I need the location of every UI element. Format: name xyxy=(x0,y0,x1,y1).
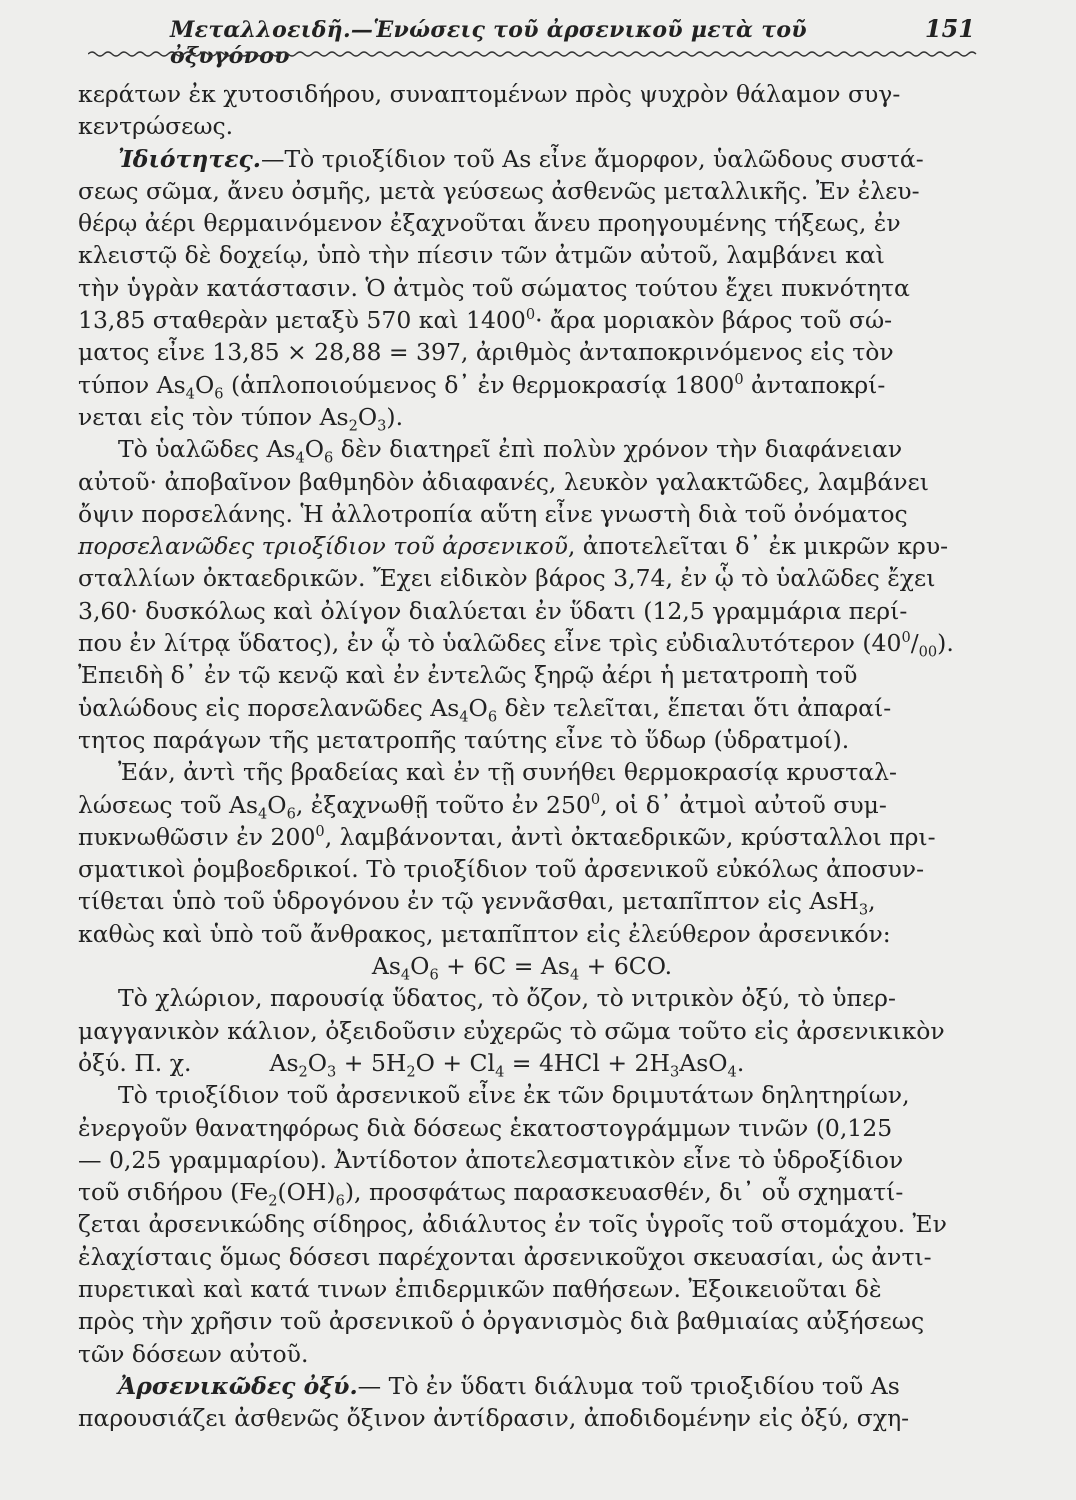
text-line: Τὸ ὑαλῶδες $As_4O_6$ δὲν διατηρεῖ ἐπὶ πολὺν χρόνον τὴν διαφάνειαν xyxy=(118,435,903,467)
page-number: 151 xyxy=(924,14,975,43)
text-line: θέρῳ ἀέρι θερμαινόμενον ἐξαχνοῦται ἄνευ προηγουμένης τήξεως, ἐν xyxy=(78,209,901,238)
text-line: αὐτοῦ· ἀποβαῖνον βαθμηδὸν ἀδιαφανές, λευκὸν γαλακτῶδες, λαμβάνει xyxy=(78,467,929,496)
text-line: τῶν δόσεων αὐτοῦ. xyxy=(78,1339,309,1368)
text-line: καθὼς καὶ ὑπὸ τοῦ ἄνθρακος, μεταπῖπτον εἰς ἐλεύθερον ἀρσενικόν: xyxy=(78,919,891,948)
text-line: πορσελανῶδες τριοξίδιον τοῦ ἀρσενικοῦ, ἀποτελεῖται δ᾽ ἐκ μικρῶν κρυ- xyxy=(78,532,949,561)
text-line: Ἐάν, ἀντὶ τῆς βραδείας καὶ ἐν τῇ συνήθει θερμοκρασίᾳ κρυσταλ- xyxy=(118,758,897,787)
text-line: 3,60· δυσκόλως καὶ ὀλίγον διαλύεται ἐν ὕδατι (12,5 γραμμάρια περί- xyxy=(78,596,908,625)
text-line: σεως σῶμα, ἄνευ ὀσμῆς, μετὰ γεύσεως ἀσθενῶς μεταλλικῆς. Ἐν ἐλευ- xyxy=(78,176,920,205)
text-line: κεντρώσεως. xyxy=(78,112,234,141)
text-line: τητος παράγων τῆς μετατροπῆς ταύτης εἶνε τὸ ὕδωρ (ὑδρατμοί). xyxy=(78,725,850,754)
text-line: Τὸ χλώριον, παρουσίᾳ ὕδατος, τὸ ὄζον, τὸ νιτρικὸν ὀξύ, τὸ ὑπερ- xyxy=(118,984,896,1013)
text-line: τοῦ σιδήρου $(Fe_2(OH)_6)$, προσφάτως παρασκευασθέν, δι᾽ οὗ σχηματί- xyxy=(78,1178,904,1210)
text-line: ἐνεργοῦν θανατηφόρως διὰ δόσεως ἑκατοστογράμμων τινῶν (0,125 xyxy=(78,1113,893,1142)
running-title: Μεταλλοειδῆ.—Ἑνώσεις τοῦ ἀρσενικοῦ μετὰ τοῦ ὀξυγόνου xyxy=(170,17,807,69)
equation-oxidation: ὀξύ. Π. χ. $As_2O_3 + 5H_2O + Cl_4 = 4HCl + 2H_3AsO_4$. xyxy=(78,1048,745,1081)
text-line: λώσεως τοῦ $As_4O_6$, ἐξαχνωθῇ τοῦτο ἐν $250^0$, οἱ δ᾽ ἀτμοὶ αὐτοῦ συμ- xyxy=(78,790,887,823)
header-wavy-rule xyxy=(88,50,978,58)
text-line: ἐλαχίσταις ὅμως δόσεσι παρέχονται ἀρσενικοῦχοι σκευασίαι, ὡς ἀντι- xyxy=(78,1242,932,1271)
text-line: πυκνωθῶσιν ἐν $200^0$, λαμβάνονται, ἀντὶ ὀκταεδρικῶν, κρύσταλλοι πρι- xyxy=(78,822,936,851)
text-line: πρὸς τὴν χρῆσιν τοῦ ἀρσενικοῦ ὁ ὀργανισμὸς διὰ βαθμιαίας αὐξήσεως xyxy=(78,1307,925,1336)
text-line: σματικοὶ ῥομβοεδρικοί. Τὸ τριοξίδιον τοῦ ἀρσενικοῦ εὐκόλως ἀποσυν- xyxy=(78,855,925,884)
text-line: ζεται ἀρσενικώδης σίδηρος, ἀδιάλυτος ἐν τοῖς ὑγροῖς τοῦ στομάχου. Ἐν xyxy=(78,1210,947,1239)
text-line: κλειστῷ δὲ δοχείῳ, ὑπὸ τὴν πίεσιν τῶν ἀτμῶν αὐτοῦ, λαμβάνει καὶ xyxy=(78,241,885,270)
text-line: κεράτων ἐκ χυτοσιδήρου, συναπτομένων πρὸς ψυχρὸν θάλαμον συγ- xyxy=(78,80,901,108)
text-line: Ἐπειδὴ δ᾽ ἐν τῷ κενῷ καὶ ἐν ἐντελῶς ξηρῷ ἀέρι ἡ μετατροπὴ τοῦ xyxy=(78,661,858,690)
text-line: ὄψιν πορσελάνης. Ἡ ἀλλοτροπία αὕτη εἶνε γνωστὴ διὰ τοῦ ὀνόματος xyxy=(78,499,908,528)
text-line: τύπον $As_4O_6$ (ἁπλοποιούμενος δ᾽ ἐν θερμοκρασίᾳ 1800$^0$ ἀνταποκρί- xyxy=(78,370,886,403)
text-line: που ἐν λίτρᾳ ὕδατος), ἐν ᾧ τὸ ὑαλῶδες εἶνε τρὶς εὐδιαλυτότερον $(40^0/_{00})$. xyxy=(78,629,954,661)
text-line: 13,85 σταθερὰν μεταξὺ 570 καὶ $1400^0\cdot$ ἄρα μοριακὸν βάρος τοῦ σώ- xyxy=(78,306,893,335)
section-heading-properties: Ἰδιότητες. xyxy=(118,144,261,173)
text-line: παρουσιάζει ἀσθενῶς ὄξινον ἀντίδρασιν, ἀποδιδομένην εἰς ὀξύ, σχη- xyxy=(78,1404,910,1433)
page-header xyxy=(90,14,975,69)
text-line: ὑαλώδους εἰς πορσελανῶδες $As_4O_6$ δὲν τελεῖται, ἕπεται ὅτι ἀπαραί- xyxy=(78,693,892,726)
text-line: — 0,25 γραμμαρίου). Ἀντίδοτον ἀποτελεσματικὸν εἶνε τὸ ὑδροξίδιον xyxy=(78,1145,904,1174)
page-body xyxy=(78,78,966,1434)
text-line: τίθεται ὑπὸ τοῦ ὑδρογόνου ἐν τῷ γεννᾶσθαι, μεταπῖπτον εἰς AsH$_3$, xyxy=(78,887,876,920)
text-line: τὴν ὑγρὰν κατάστασιν. Ὁ ἀτμὸς τοῦ σώματος τούτου ἔχει πυκνότητα xyxy=(78,273,910,302)
text-line: Τὸ τριοξίδιον τοῦ ἀρσενικοῦ εἶνε ἐκ τῶν δριμυτάτων δηλητηρίων, xyxy=(118,1081,910,1110)
text-line: μαγγανικὸν κάλιον, ὀξειδοῦσιν εὐχερῶς τὸ σῶμα τοῦτο εἰς ἀρσενικικὸν xyxy=(78,1016,945,1045)
equation-reduction: $As_4O_6 + 6C = As_4 + 6CO$. xyxy=(371,952,673,984)
text-line: νεται εἰς τὸν τύπον $As_2O_3$). xyxy=(78,402,404,435)
text-line: πυρετικαὶ καὶ κατά τινων ἐπιδερμικῶν παθήσεων. Ἐξοικειοῦται δὲ xyxy=(78,1274,882,1303)
section-heading-arsenious-acid: Ἀρσενικῶδες ὀξύ. xyxy=(118,1371,358,1400)
text-line: ματος εἶνε 13,85 × 28,88 = 397, ἀριθμὸς ἀνταποκρινόμενος εἰς τὸν xyxy=(78,338,894,367)
text-line: Ἰδιότητες.—Τὸ τριοξίδιον τοῦ As εἶνε ἄμορφον, ὑαλῶδους συστά- xyxy=(118,144,924,173)
text-line: σταλλίων ὀκταεδρικῶν. Ἔχει εἰδικὸν βάρος 3,74, ἐν ᾧ τὸ ὑαλῶδες ἔχει xyxy=(78,564,936,593)
text-line: Ἀρσενικῶδες ὀξύ.— Τὸ ἐν ὕδατι διάλυμα τοῦ τριοξιδίου τοῦ As xyxy=(118,1371,900,1400)
